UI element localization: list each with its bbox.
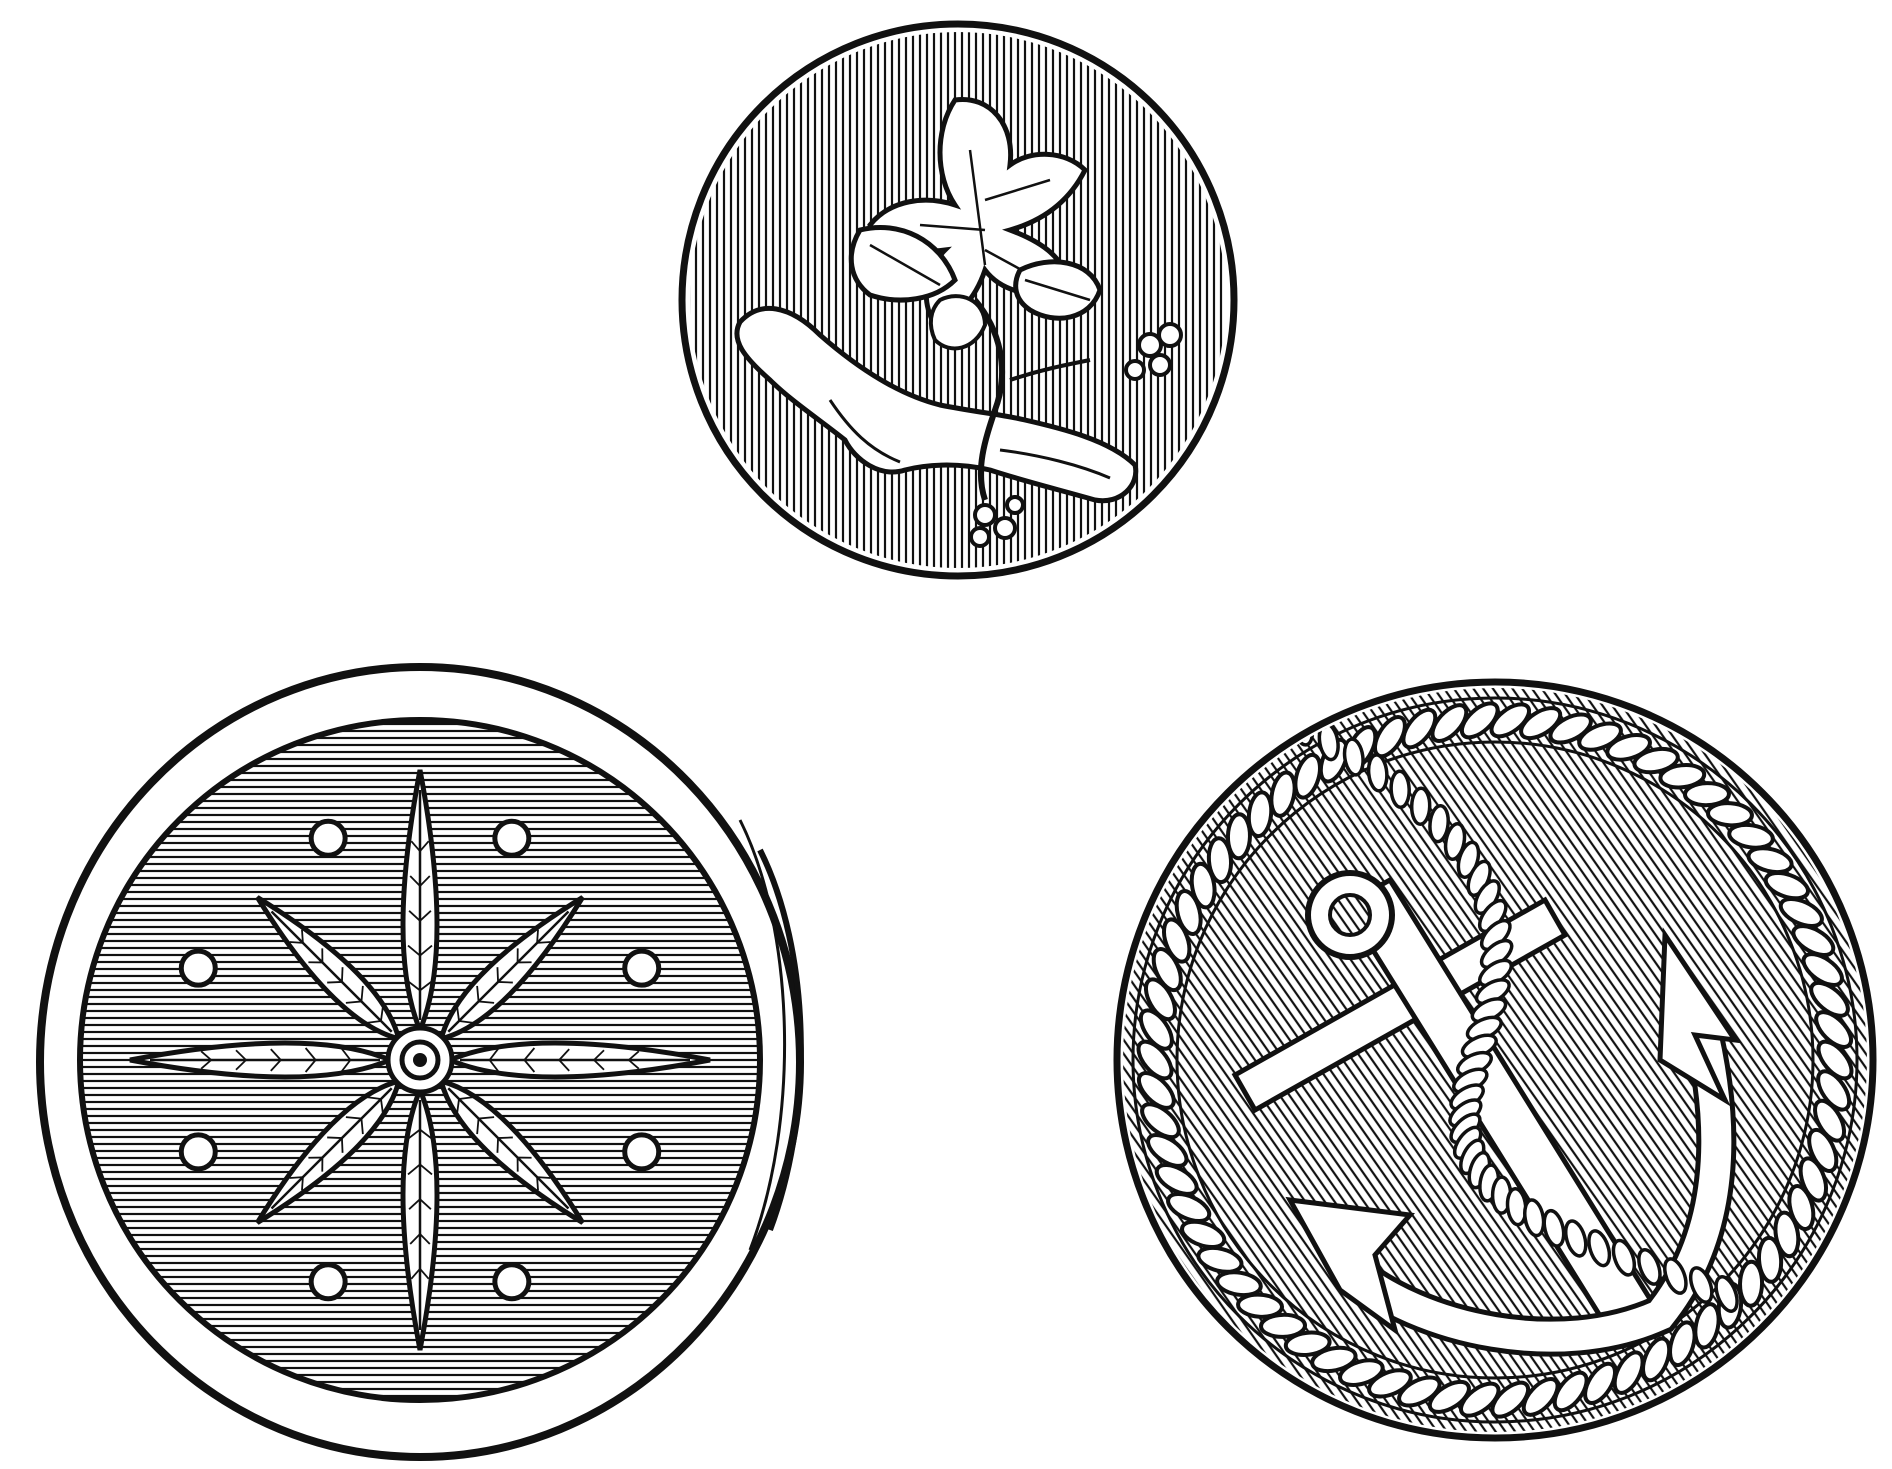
star-stud — [181, 951, 215, 985]
star-stud — [495, 821, 529, 855]
star-stud — [181, 1135, 215, 1169]
ivy-button — [682, 24, 1234, 576]
star-stud — [625, 951, 659, 985]
star-stud — [495, 1265, 529, 1299]
star-stud — [625, 1135, 659, 1169]
star-button — [40, 667, 801, 1457]
star-stud — [311, 821, 345, 855]
anchor-button — [1117, 682, 1873, 1438]
star-stud — [311, 1265, 345, 1299]
